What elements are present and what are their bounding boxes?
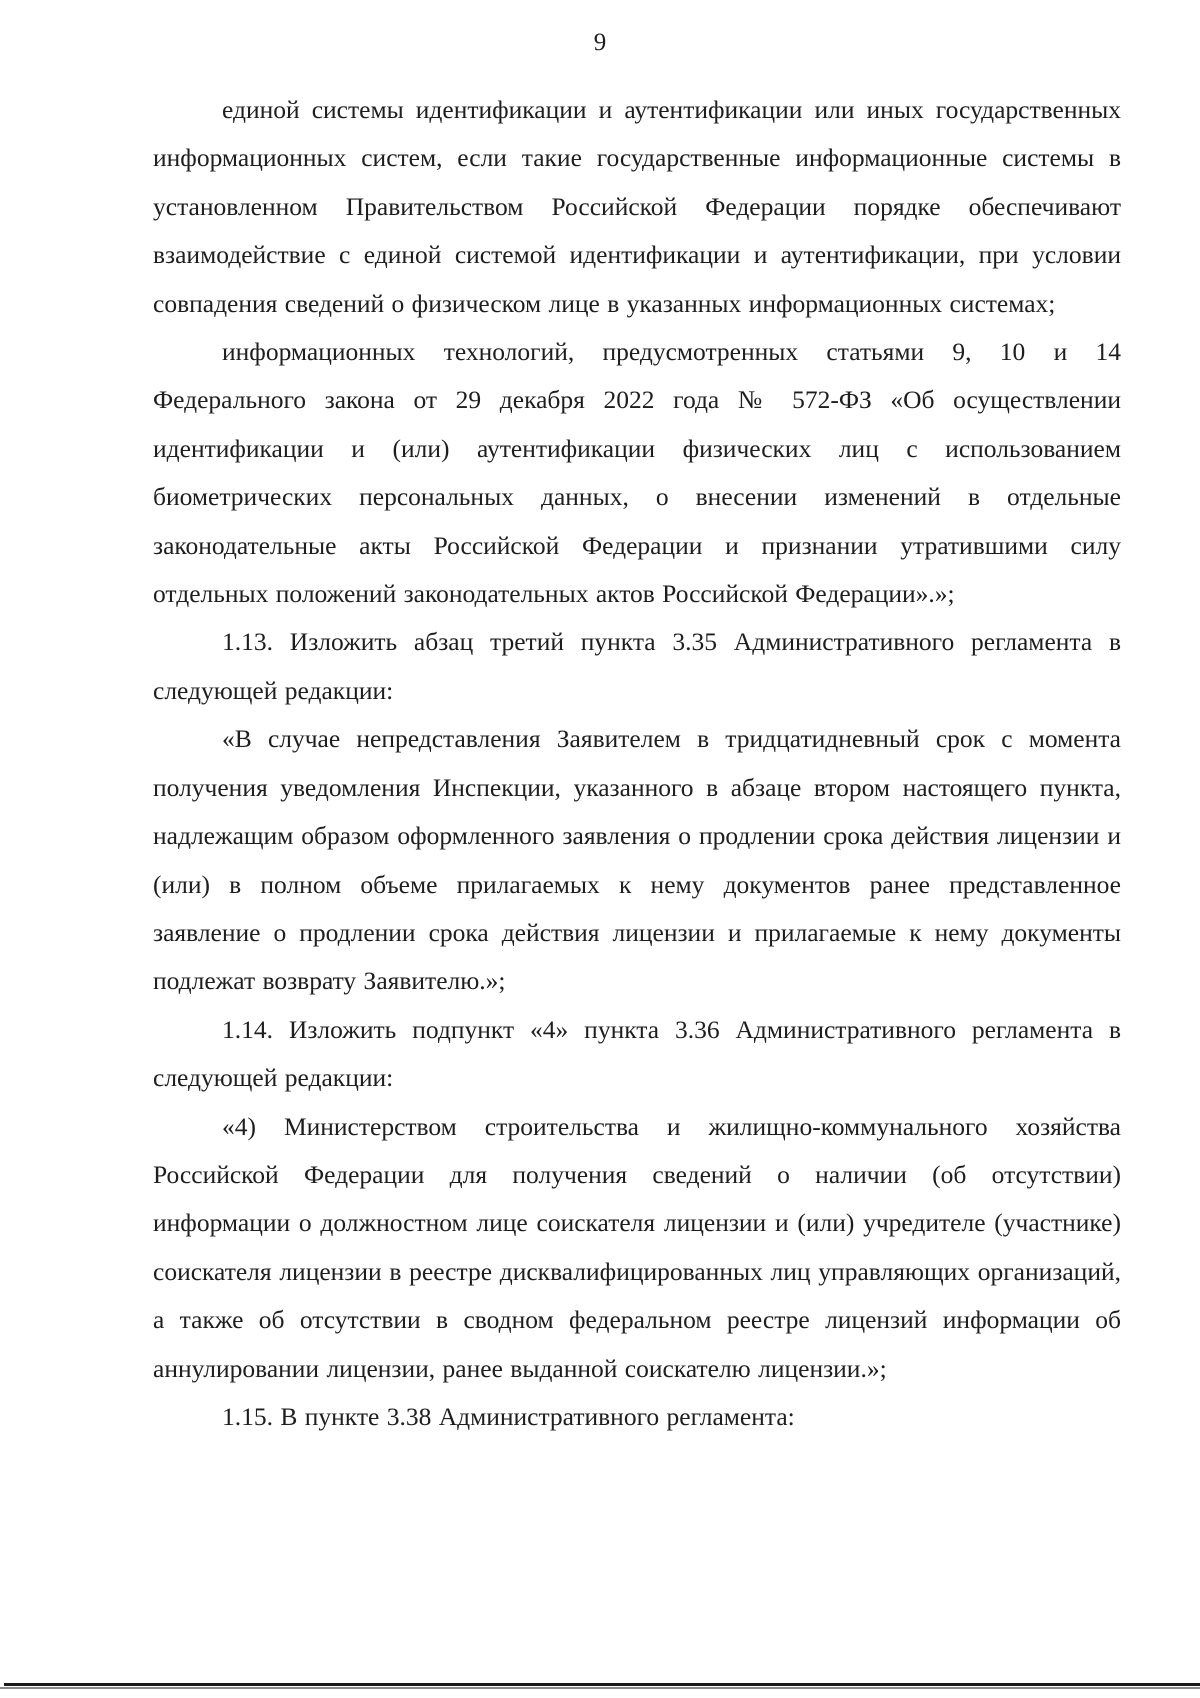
paragraph-information-technologies: информационных технологий, предусмотренных статьями 9, 10 и 14 Федерального закона от 29 декабря 2022 года № 572-ФЗ «Об осуществлении идентификации и (или) аутентификации физических лиц с использованием биометрических персональных данных, о внесении изменений в отдельные законодательные акты Российской Федерации и признании утратившими силу отдельных положений законодательных актов Российской Федерации».»; <box>153 337 1121 609</box>
document-body <box>153 86 1121 1441</box>
paragraph-item-1-14-text: «4) Министерством строительства и жилищно-коммунального хозяйства Российской Федерации для получения сведений о наличии (об отсутствии) информации о должностном лице соискателя лицензии и (или) учредителе (участнике) соискателя лицензии в реестре дисквалифицированных лиц управляющих организаций, а также об отсутствии в сводном федеральном реестре лицензий информации об аннулировании лицензии, ранее выданной соискателю лицензии.»; <box>153 1111 1121 1383</box>
scan-bottom-edge-shadow <box>0 1687 1200 1689</box>
paragraph-item-1-13-text: «В случае непредставления Заявителем в тридцатидневный срок с момента получения уведомления Инспекции, указанного в абзаце втором настоящего пункта, надлежащим образом оформленного заявления о продлении срока действия лицензии и (или) в полном объеме прилагаемых к нему документов ранее представленное заявление о продлении срока действия лицензии и прилагаемые к нему документы подлежат возврату Заявителю.»; <box>153 724 1121 996</box>
paragraph-item-1-15: 1.15. В пункте 3.38 Административного регламента: <box>222 1401 795 1431</box>
scan-bottom-edge <box>4 1683 1200 1686</box>
paragraph-item-1-13: 1.13. Изложить абзац третий пункта 3.35 Административного регламента в следующей редакции: <box>153 627 1121 705</box>
page-number: 9 <box>593 29 607 56</box>
paragraph-identification-systems: единой системы идентификации и аутентификации или иных государственных информационных систем, если такие государственные информационные системы в установленном Правительством Российской Федерации порядке обеспечивают взаимодействие с единой системой идентификации и аутентификации, при условии совпадения сведений о физическом лице в указанных информационных системах; <box>153 95 1121 318</box>
paragraph-item-1-14: 1.14. Изложить подпункт «4» пункта 3.36 Административного регламента в следующей редакции: <box>153 1014 1121 1093</box>
